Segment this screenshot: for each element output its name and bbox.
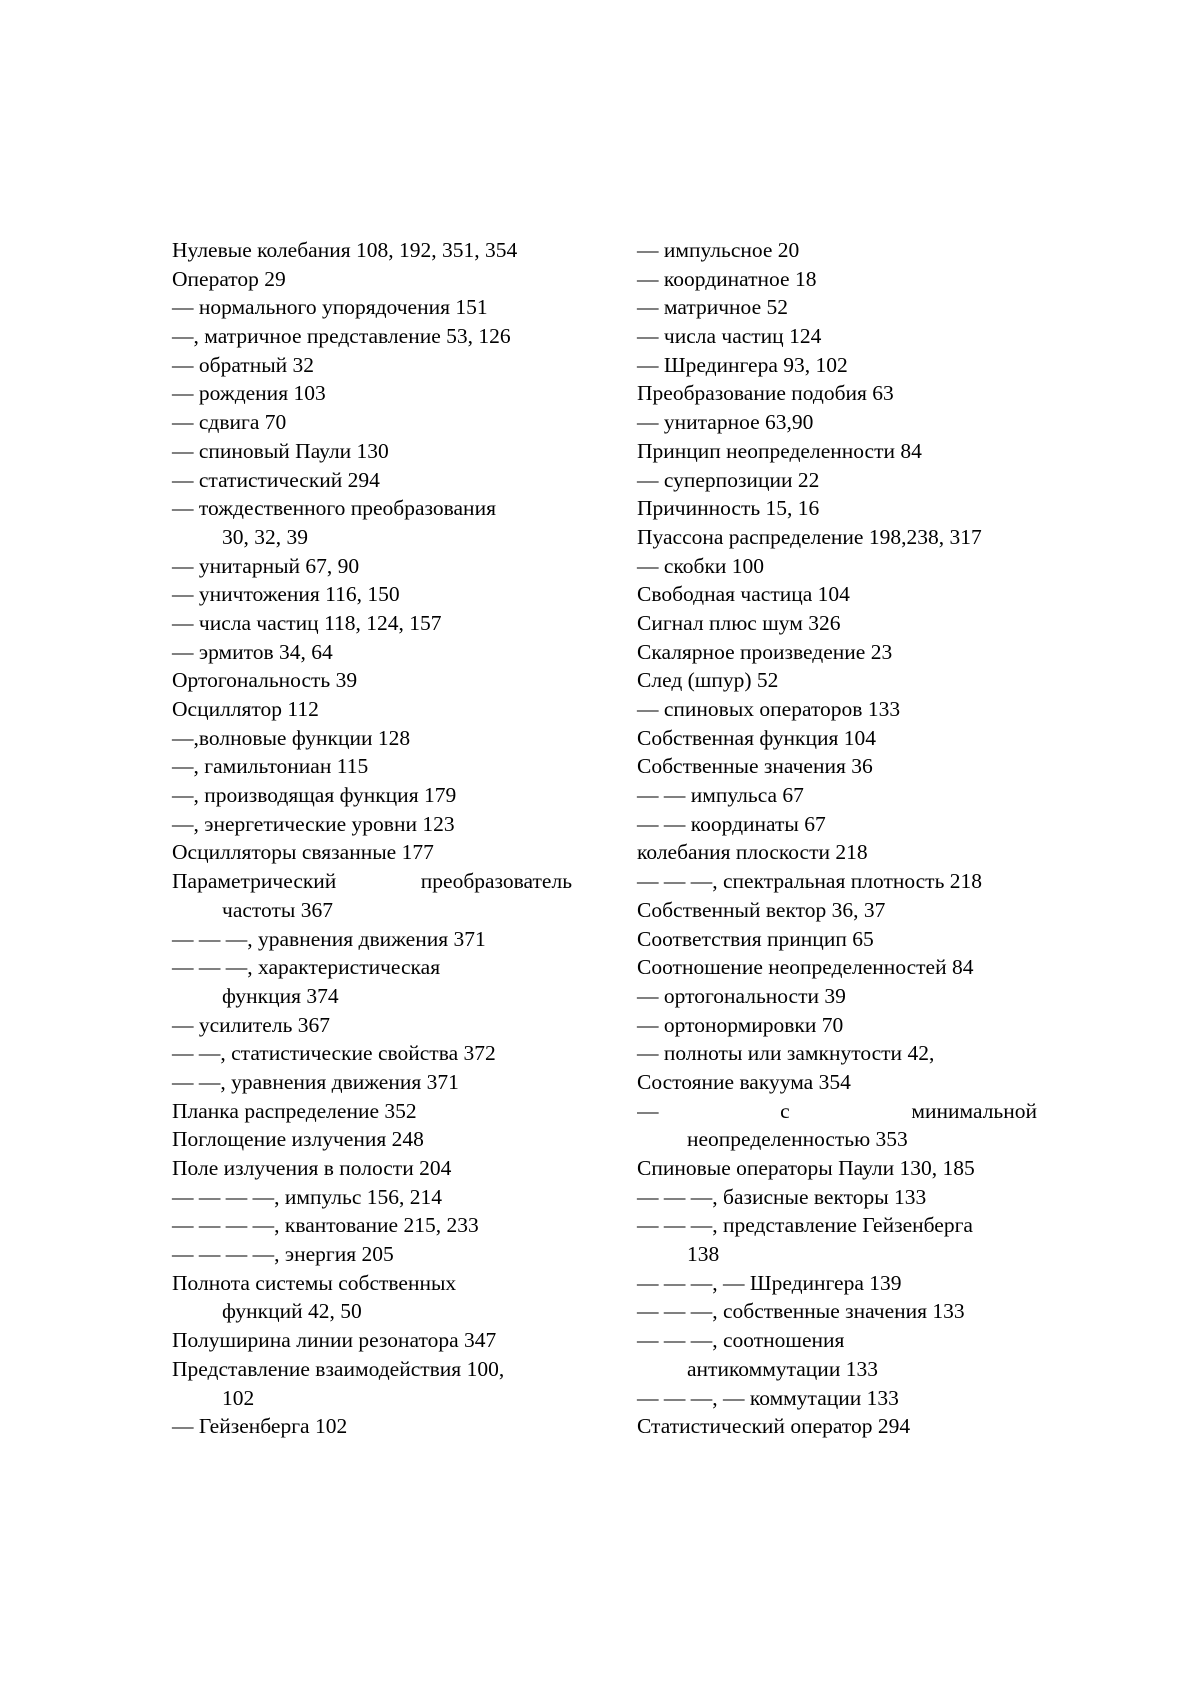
index-entry: Поглощение излучения 248 (172, 1127, 424, 1152)
index-entry: — ортогональности 39 (637, 983, 846, 1008)
index-entry: Сигнал плюс шум 326 (637, 610, 841, 635)
index-entry: След (шпур) 52 (637, 668, 779, 693)
index-entry: — скобки 100 (637, 553, 765, 578)
index-entry: — тождественного преобразования (172, 496, 496, 521)
index-entry: Полуширина линии резонатора 347 (172, 1328, 497, 1353)
index-entry: — эрмитов 34, 64 (172, 639, 333, 664)
index-entry: — статистический 294 (172, 467, 380, 492)
index-entry: —, энергетические уровни 123 (172, 811, 455, 836)
index-entry: Планка распределение 352 (172, 1098, 417, 1123)
index-entry: Оператор 29 (172, 266, 286, 291)
index-entry: Полнота системы собственных (172, 1270, 457, 1295)
index-entry: — Гейзенберга 102 (172, 1414, 348, 1439)
index-entry: — — — —, импульс 156, 214 (172, 1184, 442, 1209)
index-entry: Свободная частица 104 (637, 582, 850, 607)
index-right-column (637, 236, 1037, 1441)
index-entry: Скалярное произведение 23 (637, 639, 893, 664)
index-entry: Причинность 15, 16 (637, 496, 820, 521)
index-entry: Статистический оператор 294 (637, 1414, 911, 1439)
index-entry: — суперпозиции 22 (637, 467, 820, 492)
index-entry: — — — —, энергия 205 (172, 1242, 394, 1267)
index-entry-continuation: колебания плоскости 218 (637, 840, 868, 865)
index-entry: — — импульса 67 (637, 783, 804, 808)
index-entry: —, гамильтониан 115 (172, 754, 369, 779)
index-entry: — усилитель 367 (172, 1012, 331, 1037)
index-entry: — — —, характеристическая (172, 955, 441, 980)
index-entry: — — —, базисные векторы 133 (637, 1184, 927, 1209)
index-entry: — унитарный 67, 90 (172, 553, 360, 578)
index-entry-continuation: 138 (687, 1242, 720, 1267)
index-entry-continuation: частоты 367 (222, 897, 333, 922)
index-entry: — унитарное 63,90 (637, 410, 814, 435)
index-entry-continuation: функция 374 (222, 983, 339, 1008)
index-entry: — ортонормировки 70 (637, 1012, 844, 1037)
index-entry: Представление взаимодействия 100, (172, 1356, 505, 1381)
index-entry: — полноты или замкнутости 42, (637, 1041, 935, 1066)
index-entry: — — —, уравнения движения 371 (172, 926, 486, 951)
index-entry: Ортогональность 39 (172, 668, 358, 693)
index-entry: —, матричное представление 53, 126 (172, 324, 511, 349)
index-entry: — обратный 32 (172, 352, 315, 377)
index-entry: Собственные значения 36 (637, 754, 873, 779)
index-entry: Собственный вектор 36, 37 (637, 897, 886, 922)
index-entry: — — —, спектральная плотность 218 (637, 869, 982, 894)
index-entry: —, производящая функция 179 (172, 783, 457, 808)
index-entry: Преобразование подобия 63 (637, 381, 894, 406)
index-entry: Принцип неопределенности 84 (637, 438, 922, 463)
index-entry: —,волновые функции 128 (172, 725, 411, 750)
index-entry: — —, статистические свойства 372 (172, 1041, 496, 1066)
index-entry: Осцилляторы связанные 177 (172, 840, 434, 865)
index-entry: Осциллятор 112 (172, 697, 319, 721)
index-entry: Собственная функция 104 (637, 725, 876, 750)
index-entry: Нулевые колебания 108, 192, 351, 354 (172, 238, 518, 262)
index-entry: — рождения 103 (172, 381, 326, 406)
index-entry: — с минимальной (637, 1098, 1037, 1123)
index-entry: — числа частиц 118, 124, 157 (172, 610, 442, 635)
index-entry: — спиновый Паули 130 (172, 438, 389, 463)
index-entry: — — —, соотношения (637, 1328, 845, 1353)
index-entry: Поле излучения в полости 204 (172, 1156, 452, 1180)
index-entry: — — — —, квантование 215, 233 (172, 1213, 479, 1238)
index-entry: — сдвига 70 (172, 410, 287, 435)
index-entry: — нормального упорядочения 151 (172, 295, 488, 320)
index-entry: Соотношение неопределенностей 84 (637, 955, 974, 980)
index-entry: — матричное 52 (637, 295, 788, 320)
index-entry: Спиновые операторы Паули 130, 185 (637, 1156, 975, 1180)
index-entry: — координатное 18 (637, 266, 817, 291)
index-entry: Параметрический преобразователь (172, 869, 572, 894)
index-entry: — Шредингера 93, 102 (637, 352, 848, 377)
index-entry: Состояние вакуума 354 (637, 1069, 851, 1094)
index-entry-continuation: антикоммутации 133 (687, 1356, 878, 1381)
index-left-column (172, 236, 572, 1441)
index-entry: — — —, — Шредингера 139 (637, 1270, 902, 1295)
index-entry: — — —, — коммутации 133 (637, 1385, 899, 1410)
index-entry: — спиновых операторов 133 (637, 697, 901, 721)
index-entry: — уничтожения 116, 150 (172, 582, 400, 607)
index-entry-continuation: функций 42, 50 (222, 1299, 362, 1324)
index-entry: — —, уравнения движения 371 (172, 1069, 459, 1094)
index-entry-continuation: неопределенностью 353 (687, 1127, 908, 1152)
index-entry: — — —, собственные значения 133 (637, 1299, 965, 1324)
index-entry: — импульсное 20 (637, 238, 800, 262)
index-entry: — — —, представление Гейзенберга (637, 1213, 973, 1238)
index-entry: Пуассона распределение 198,238, 317 (637, 524, 982, 549)
index-entry: — числа частиц 124 (637, 324, 822, 349)
index-entry: — — координаты 67 (637, 811, 826, 836)
index-entry-continuation: 102 (222, 1385, 255, 1410)
index-entry: Соответствия принцип 65 (637, 926, 874, 951)
index-entry-continuation: 30, 32, 39 (222, 524, 308, 549)
